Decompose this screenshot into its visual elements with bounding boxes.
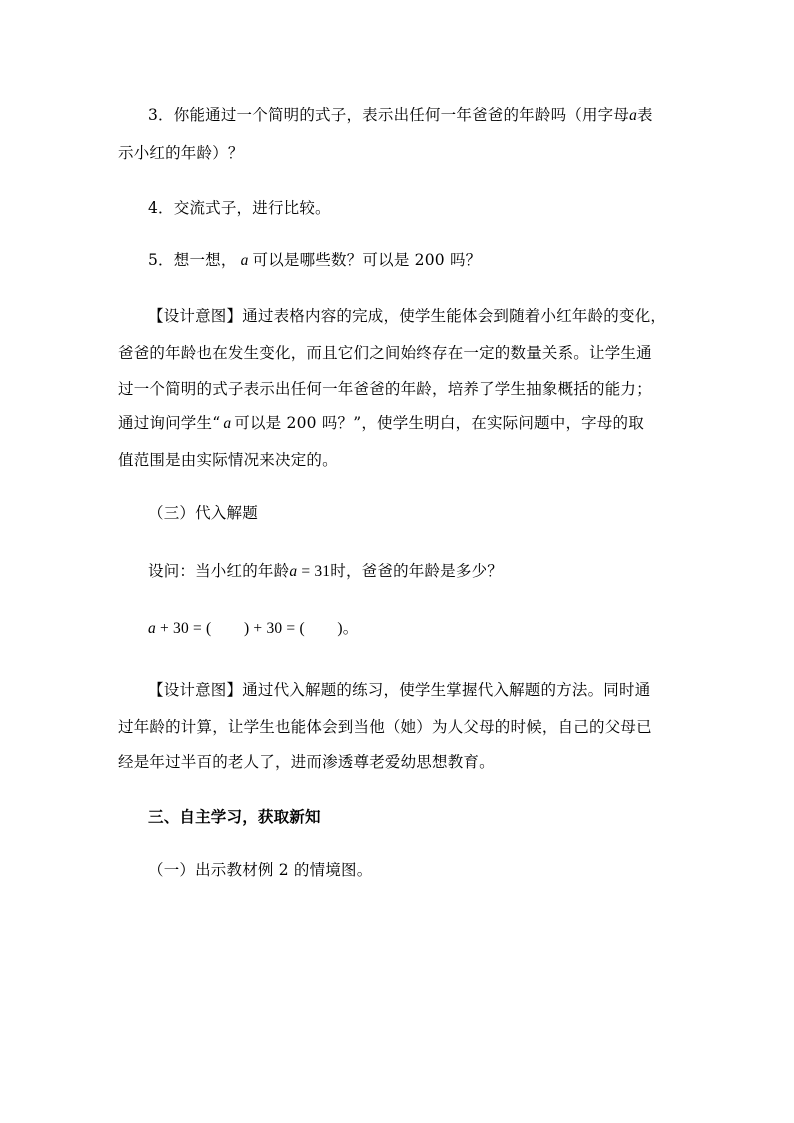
- question-3-line-2: 示小红的年龄）？: [118, 144, 244, 162]
- variable-a: a: [629, 107, 638, 124]
- question-text: 设问：当小红的年龄: [148, 562, 290, 580]
- design-intent-2-line-2: 过年龄的计算，让学生也能体会到当他（她）为人父母的时候，自己的父母已: [118, 718, 652, 736]
- design-intent-1-line-2: 爸爸的年龄也在发生变化，而且它们之间始终存在一定的数量关系。让学生通: [118, 344, 652, 362]
- part-3-heading: 三、自主学习，获取新知: [148, 807, 321, 826]
- design-intent-1-line-3: 过一个简明的式子表示出任何一年爸爸的年龄，培养了学生抽象概括的能力；: [118, 380, 652, 398]
- design-intent-text: 通过询问学生“: [118, 414, 221, 432]
- design-intent-2-line-1: 【设计意图】通过代入解题的练习，使学生掌握代入解题的方法。同时通: [148, 681, 651, 699]
- section-3-heading: （三）代入解题: [148, 504, 258, 522]
- variable-a: a: [289, 563, 298, 580]
- design-intent-text-end: 可以是 200 吗？”，使学生明白，在实际问题中，字母的取: [234, 414, 644, 432]
- design-intent-1-line-4: [118, 412, 644, 435]
- question-3-line-1: [148, 104, 653, 127]
- variable-a: a: [223, 415, 232, 432]
- question-substitution: [148, 560, 503, 583]
- question-5-text-end: 可以是哪些数？可以是 200 吗？: [252, 251, 482, 269]
- design-intent-1-line-1: 【设计意图】通过表格内容的完成，使学生能体会到随着小红年龄的变化，: [148, 307, 667, 325]
- formula-period: 。: [342, 619, 359, 637]
- equation-value: = 31: [297, 563, 331, 580]
- variable-a: a: [240, 252, 249, 269]
- subsection-1: （一）出示教材例 2 的情境图。: [148, 861, 373, 879]
- question-3-text: 3．你能通过一个简明的式子，表示出任何一年爸爸的年龄吗（用字母: [148, 106, 630, 124]
- question-text-end: 时，爸爸的年龄是多少？: [330, 562, 503, 580]
- formula-expression: + 30 = ( ) + 30 = ( ): [155, 620, 343, 637]
- question-5-text: 5．想一想，: [148, 251, 237, 269]
- design-intent-2-line-3: 经是年过半百的老人了，进而渗透尊老爱幼思想教育。: [118, 753, 495, 771]
- variable-a: a: [148, 620, 156, 637]
- question-4: 4．交流式子，进行比较。: [148, 199, 331, 217]
- design-intent-1-line-5: 值范围是由实际情况来决定的。: [118, 451, 338, 469]
- question-5: [148, 249, 481, 272]
- question-3-text-end: 表: [637, 106, 653, 124]
- formula-line: [148, 617, 358, 640]
